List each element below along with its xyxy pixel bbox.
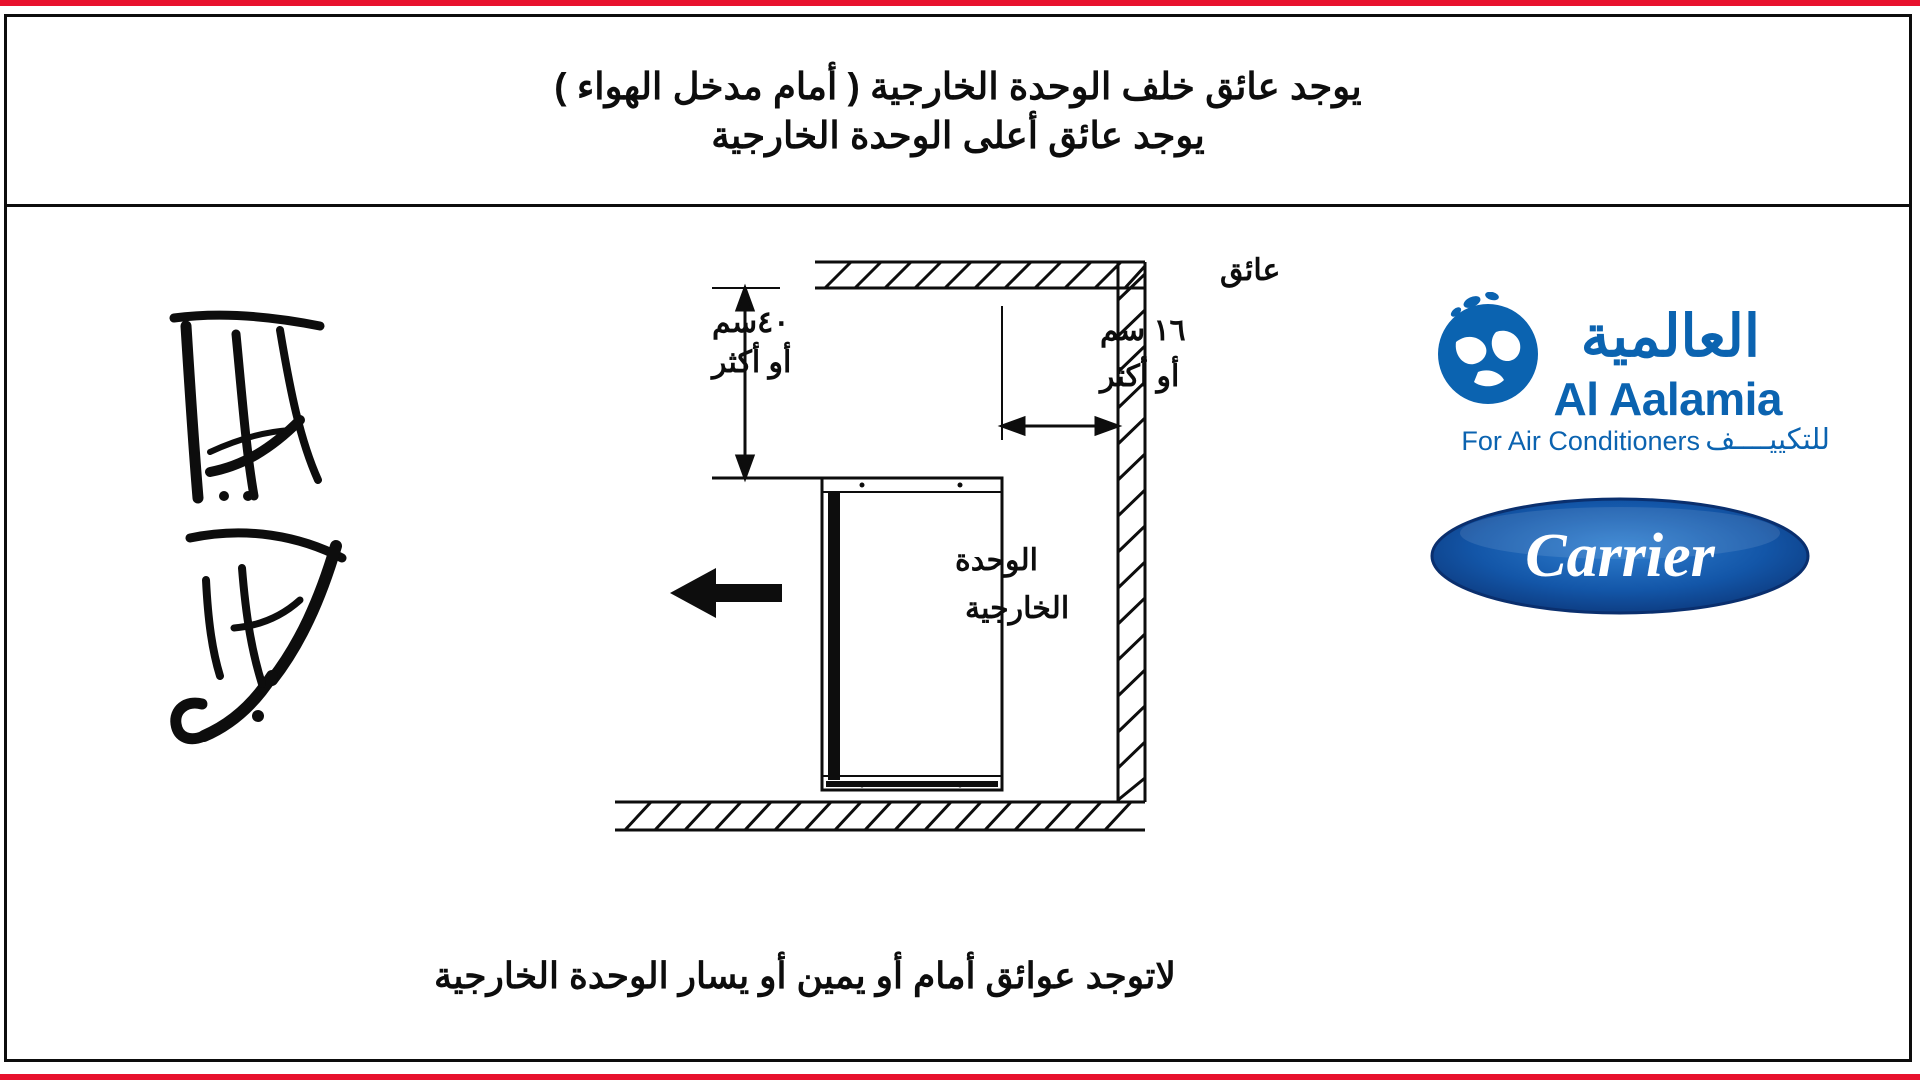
- al-aalamia-arabic-name: العالمية: [1580, 304, 1760, 369]
- outdoor-unit-body: [822, 478, 1002, 790]
- al-aalamia-english-subtitle: For Air Conditioners: [1461, 426, 1700, 456]
- vertical-clearance-more: أو أكثر: [712, 346, 792, 379]
- top-red-rule: [0, 0, 1920, 6]
- arrow-left-icon: [670, 568, 782, 618]
- header-note-line-2: يوجد عائق أعلى الوحدة الخارجية: [711, 114, 1205, 156]
- vertical-clearance-value: ٤٠سم: [712, 306, 790, 339]
- horizontal-clearance-value: ١٦ سم: [1100, 314, 1186, 347]
- al-aalamia-english-name: Al Aalamia: [1553, 373, 1782, 425]
- outdoor-unit-label-line2: الخارجية: [965, 592, 1070, 625]
- footer-caption: لاتوجد عوائق أمام أو يمين أو يسار الوحدة الخارجية: [434, 955, 1176, 996]
- outdoor-unit-label-line1: الوحدة: [955, 544, 1038, 577]
- logo-block: [1410, 300, 1830, 615]
- bottom-red-rule: [0, 1074, 1920, 1080]
- header-note-line-1: يوجد عائق خلف الوحدة الخارجية ( أمام مدخل الهواء ): [554, 65, 1362, 107]
- ceiling-obstacle: [815, 262, 1145, 288]
- outdoor-unit-clearance-diagram: [600, 240, 1300, 940]
- carrier-logo: [1430, 497, 1810, 615]
- horizontal-clearance-more: أو أكثر: [1100, 360, 1180, 393]
- header-notes: [7, 17, 1909, 207]
- ground-line: [615, 802, 1145, 830]
- globe-icon: [1426, 292, 1544, 410]
- calligraphy-watermark: [150, 300, 370, 770]
- obstacle-label: عائق: [1220, 254, 1281, 287]
- al-aalamia-arabic-subtitle: للتكييــــف: [1705, 424, 1830, 456]
- al-aalamia-logo: [1410, 300, 1830, 475]
- carrier-wordmark: Carrier: [1525, 522, 1715, 590]
